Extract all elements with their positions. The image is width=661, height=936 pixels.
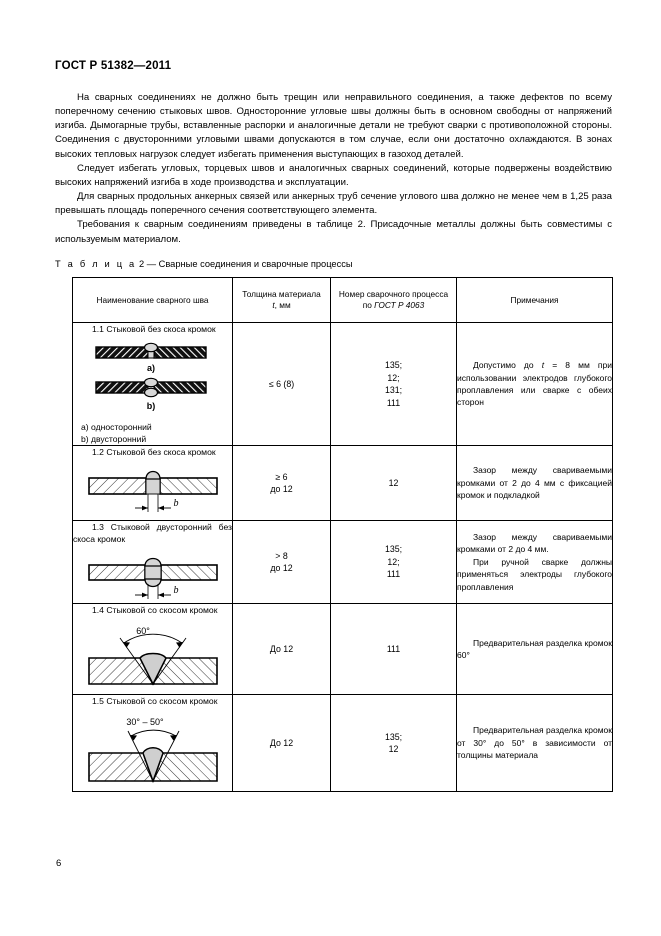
table-caption	[55, 259, 353, 269]
table-row	[73, 521, 613, 604]
table-header-row	[73, 278, 613, 323]
row-1-3-thickness	[233, 521, 331, 604]
process-value: 111	[386, 569, 401, 580]
row-1-1-fig-label-b: b)	[146, 401, 155, 411]
column-header-process-number	[331, 278, 457, 323]
process-value: 135;	[384, 731, 403, 742]
row-1-4-name: 1.4 Стыковой со скосом кромок	[92, 605, 218, 615]
process-value: 12	[388, 744, 399, 754]
process-value: 135;	[384, 360, 403, 370]
table-row	[73, 446, 613, 521]
paragraph-2: Следует избегать угловых, торцевых швов и аналогичных сварных соединений, которые подвержены воздействию высоких напряжений изгиба в ходе производства и эксплуатации.	[55, 162, 612, 188]
row-1-2-figure	[73, 464, 232, 520]
thickness-value: до 12	[270, 484, 293, 494]
table-caption-text: — Сварные соединения и сварочные процессы	[146, 259, 353, 269]
row-1-3-name-cell	[73, 521, 233, 604]
table-row	[73, 695, 613, 792]
row-1-4-note: Предварительная разделка кромок 60°	[457, 604, 613, 695]
row-1-4-angle-label: 60°	[135, 626, 150, 636]
process-header-line1: Номер сварочного процесса	[338, 289, 449, 299]
paragraph-1: На сварных соединениях не должно быть трещин или неправильного соединения, а также дефектов по всему поперечному сечению стыковых швов. Односторонние угловые швы должны быть в основном свободны от напряжений изгиба. Дымогарные трубы, вставленные распорки и аналогичные детали не требуют сварки с противоположной стороны. Соединения с двусторонними угловыми швами допускаются в том случае, если они достаточно охлаждаются. В зонах высоких тепловых нагрузок следует избегать применения выступающих в газоход деталей.	[55, 92, 612, 160]
column-header-thickness	[233, 278, 331, 323]
row-1-5-name: 1.5 Стыковой со скосом кромок	[92, 696, 218, 706]
butt-weld-no-bevel-diagram	[88, 341, 218, 417]
paragraph-4: Требования к сварным соединениям приведены в таблице 2. Присадочные металлы должны быть совместимы с используемым материалом.	[55, 219, 612, 245]
row-1-1-note	[457, 323, 613, 446]
row-1-2-note: Зазор между свариваемыми кромками от 2 до 4 мм с фиксацией кромок и подкладкой	[457, 446, 613, 521]
row-1-5-process	[331, 695, 457, 792]
row-1-5-note: Предварительная разделка кромок от 30° до 50° в зависимости от толщины материала	[457, 695, 613, 792]
row-1-3-name: 1.3 Стыковой двусторонний без скоса кромок	[73, 522, 232, 544]
row-1-4-process	[331, 604, 457, 695]
thickness-header-symbol: t	[272, 300, 275, 310]
table-caption-prefix: Т а б л и ц а	[55, 259, 137, 269]
note-suffix: = 8 мм при использовании электродов глубокого проплавления или сварке с обеих сторон	[457, 360, 612, 408]
row-1-1-name-cell	[73, 323, 233, 446]
row-1-4-name-cell	[73, 604, 233, 695]
table-caption-number: 2	[138, 259, 145, 269]
row-1-3-note	[457, 521, 613, 604]
table-row	[73, 604, 613, 695]
row-1-1-sub-label-b: b) двусторонний	[81, 433, 147, 444]
butt-weld-backing-diagram	[83, 464, 223, 520]
note-line: Зазор между свариваемыми кромками от 2 до 4 мм.	[457, 531, 612, 555]
row-1-1-sub-label-a: a) односторонний	[81, 422, 152, 432]
note-symbol: t	[541, 360, 545, 371]
row-1-3-process	[331, 521, 457, 604]
row-1-1-thickness: ≤ 6 (8)	[233, 323, 331, 446]
row-1-5-thickness	[233, 695, 331, 792]
welded-joints-table	[72, 277, 613, 792]
paragraph-3: Для сварных продольных анкерных связей или анкерных труб сечение углового шва должно не менее чем в 1,25 раза превышать площадь поперечного сечения соответствующего элемента.	[55, 191, 612, 217]
row-1-1-name: 1.1 Стыковой без скоса кромок	[92, 324, 216, 334]
row-1-3-gap-label: b	[173, 585, 178, 596]
row-1-1-figure	[73, 341, 232, 417]
thickness-header-unit: , мм	[274, 300, 291, 310]
row-1-4-figure	[73, 622, 232, 694]
process-value: 111	[386, 643, 401, 654]
row-1-1-process	[331, 323, 457, 446]
row-1-2-name-cell	[73, 446, 233, 521]
thickness-value: до 12	[270, 563, 293, 573]
process-value: 135;	[384, 544, 403, 555]
row-1-2-process	[331, 446, 457, 521]
row-1-1-sub-labels	[73, 422, 232, 445]
column-header-notes: Примечания	[457, 278, 613, 323]
thickness-value: ≥ 6	[275, 471, 288, 482]
row-1-5-figure	[73, 713, 232, 791]
thickness-value: До 12	[269, 737, 294, 748]
process-value: 111	[386, 397, 401, 408]
row-1-1-fig-label-a: a)	[146, 363, 155, 373]
row-1-4-thickness	[233, 604, 331, 695]
note-line: При ручной сварке должны применяться электроды глубокого проплавления	[457, 556, 612, 592]
row-1-2-name: 1.2 Стыковой без скоса кромок	[92, 447, 216, 457]
standard-header: ГОСТ Р 51382—2011	[55, 60, 172, 72]
thickness-header-line1: Толщина материала	[242, 289, 321, 299]
row-1-5-angle-label: 30° – 50°	[125, 717, 164, 727]
note-prefix: Допустимо до	[473, 360, 542, 371]
process-header-standard: ГОСТ Р 4063	[374, 300, 425, 310]
row-1-5-name-cell	[73, 695, 233, 792]
row-1-2-gap-label: b	[173, 498, 178, 509]
v-groove-weld-60-diagram	[83, 622, 223, 694]
process-header-prefix: по	[362, 300, 375, 310]
body-text-block	[55, 91, 612, 247]
page-number: 6	[56, 858, 62, 869]
process-value: 12	[388, 477, 399, 488]
thickness-value: До 12	[269, 643, 294, 654]
thickness-value: > 8	[275, 550, 288, 561]
v-groove-weld-30-50-diagram	[83, 713, 223, 791]
process-value: 12;	[387, 372, 400, 383]
row-1-3-figure	[73, 551, 232, 603]
double-sided-butt-weld-diagram	[83, 551, 223, 603]
row-1-2-thickness	[233, 446, 331, 521]
table-row	[73, 323, 613, 446]
column-header-joint-name: Наименование сварного шва	[73, 278, 233, 323]
process-value: 12;	[387, 556, 400, 567]
process-value: 131;	[384, 385, 403, 395]
